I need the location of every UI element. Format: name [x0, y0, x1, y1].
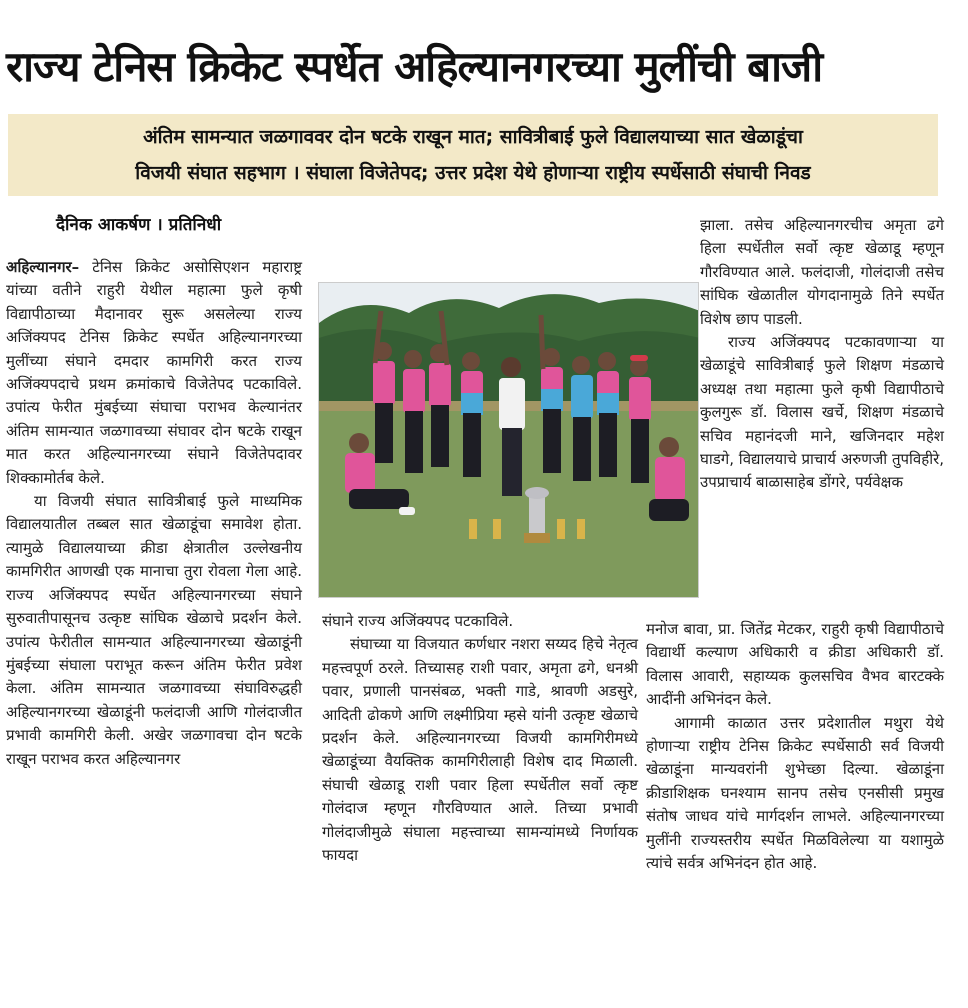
article-column-3-lower — [646, 618, 944, 875]
article-column-2 — [322, 610, 638, 867]
team-photo — [318, 282, 699, 598]
article-column-3 — [700, 214, 944, 495]
paragraph: झाला. तसेच अहिल्यानगरचीच अमृता ढगे हिला स्पर्धेतील सर्वो त्कृष्ट खेळाडू म्हणून गौरविण्यात आले. फलंदाजी, गोलंदाजी तसेच सांघिक खेळातील योगदानामुळे तिने स्पर्धेत विशेष छाप पाडली. — [700, 216, 944, 328]
byline: दैनिक आकर्षण । प्रतिनिधी — [56, 215, 222, 235]
article-column-1 — [6, 256, 302, 771]
paragraph: संघाने राज्य अजिंक्यपद पटकाविले. — [322, 612, 514, 630]
dateline: अहिल्यानगर– — [6, 258, 80, 276]
paragraph: संघाच्या या विजयात कर्णधार नशरा सय्यद हिचे नेतृत्व महत्त्वपूर्ण ठरले. तिच्यासह राशी पवार, अमृता ढगे, धनश्री पवार, प्रणाली पानसंबळ, भक्ती गाडे, श्रावणी अडसुरे, आदिती ढोकणे आणि लक्ष्मीप्रिया म्हसे यांनी उत्कृष्ट खेळाचे प्रदर्शन केले. अहिल्यानगरच्या विजयी कामगिरीमध्ये खेळाडूंच्या वैयक्तिक कामगिरीलाही विशेष दाद मिळाली. संघाची खेळाडू राशी पवार हिला स्पर्धेतील सर्वो त्कृष्ट गोलंदाज म्हणून गौरविण्यात आले. तिच्या प्रभावी गोलंदाजीमुळे संघाला महत्त्वाच्या सामन्यांमध्ये निर्णायक फायदा — [322, 635, 638, 865]
paragraph: या विजयी संघात सावित्रीबाई फुले माध्यमिक विद्यालयातील तब्बल सात खेळाडूंचा समावेश होता. त्यामुळे विद्यालयाच्या क्रीडा क्षेत्रातील उल्लेखनीय कामगिरीत आणखी एक मानाचा तुरा रोवला गेला आहे. राज्य अजिंक्यपद स्पर्धेत अहिल्यानगरच्या संघाने सुरुवातीपासूनच उत्कृष्ट सांघिक खेळाचे प्रदर्शन केले. उपांत्य फेरीतील सामन्यात अहिल्यानगरच्या खेळाडूंनी मुंबईच्या संघाला पराभूत करून अंतिम फेरीत प्रवेश केला. अंतिम सामन्यात जळगावच्या संघाविरुद्धही अहिल्यानगरच्या खेळाडूंनी फलंदाजी आणि गोलंदाजीत प्रभावी कामगिरी केली. अखेर जळगावचा दोन षटके राखून पराभव करत अहिल्यानगर — [6, 492, 302, 768]
paragraph: राज्य अजिंक्यपद पटकावणाऱ्या या खेळाडूंचे सावित्रीबाई फुले शिक्षण मंडळाचे अध्यक्ष तथा महात्मा फुले कृषी विद्यापीठाचे कुलगुरू डॉ. विलास खर्चे, शिक्षण मंडळाचे सचिव महानंदजी माने, खजिनदार महेश घाडगे, विद्यालयाचे प्राचार्य अरुणजी तुपविहीरे, उपप्राचार्य बाळासाहेब डोंगरे, पर्यवेक्षक — [700, 333, 944, 492]
paragraph: मनोज बावा, प्रा. जितेंद्र मेटकर, राहुरी कृषी विद्यापीठाचे विद्यार्थी कल्याण अधिकारी व क्रीडा अधिकारी डॉ. विलास आवारी, सहाय्यक कुलसचिव वैभव बारटक्के आदींनी अभिनंदन केले. — [646, 620, 944, 709]
subheadline-line-2: विजयी संघात सहभाग । संघाला विजेतेपद; उत्तर प्रदेश येथे होणाऱ्या राष्ट्रीय स्पर्धेसाठी संघाची निवड — [135, 162, 811, 184]
subheadline-line-1: अंतिम सामन्यात जळगाववर दोन षटके राखून मात; सावित्रीबाई फुले विद्यालयाच्या सात खेळाडूंचा — [143, 126, 803, 148]
paragraph-text: टेनिस क्रिकेट असोसिएशन महाराष्ट्र यांच्या वतीने राहुरी येथील महात्मा फुले कृषी विद्यापीठाच्या मैदानावर सुरू असलेल्या राज्य अजिंक्यपद टेनिस क्रिकेट स्पर्धेत अहिल्यानगरच्या मुलींच्या संघाने दमदार कामगिरी करत राज्य अजिंक्यपदाचे प्रथम क्रमांकाचे विजेतेपद पटकाविले. उपांत्य फेरीत मुंबईच्या संघाचा पराभव केल्यानंतर अंतिम सामन्यात जळगावच्या संघावर दोन षटके राखून मात करत अहिल्यानगरच्या संघाने विजेतेपदावर शिक्कामोर्तब केले. — [6, 258, 302, 487]
paragraph: आगामी काळात उत्तर प्रदेशातील मथुरा येथे होणाऱ्या राष्ट्रीय टेनिस क्रिकेट स्पर्धेसाठी सर्व विजयी खेळाडूंना मान्यवरांनी शुभेच्छा दिल्या. खेळाडूंना क्रीडाशिक्षक घनश्याम सानप तसेच एनसीसी प्रमुख संतोष जाधव यांचे मार्गदर्शन लाभले. अहिल्यानगरच्या मुलींनी राज्यस्तरीय स्पर्धेत मिळविलेल्या या यशामुळे त्यांचे सर्वत्र अभिनंदन होत आहे. — [646, 713, 944, 873]
paragraph — [6, 256, 302, 490]
headline: राज्य टेनिस क्रिकेट स्पर्धेत अहिल्यानगरच्या मुलींची बाजी — [6, 42, 823, 91]
team-photo-illustration — [319, 283, 699, 598]
subheadline — [8, 114, 938, 196]
